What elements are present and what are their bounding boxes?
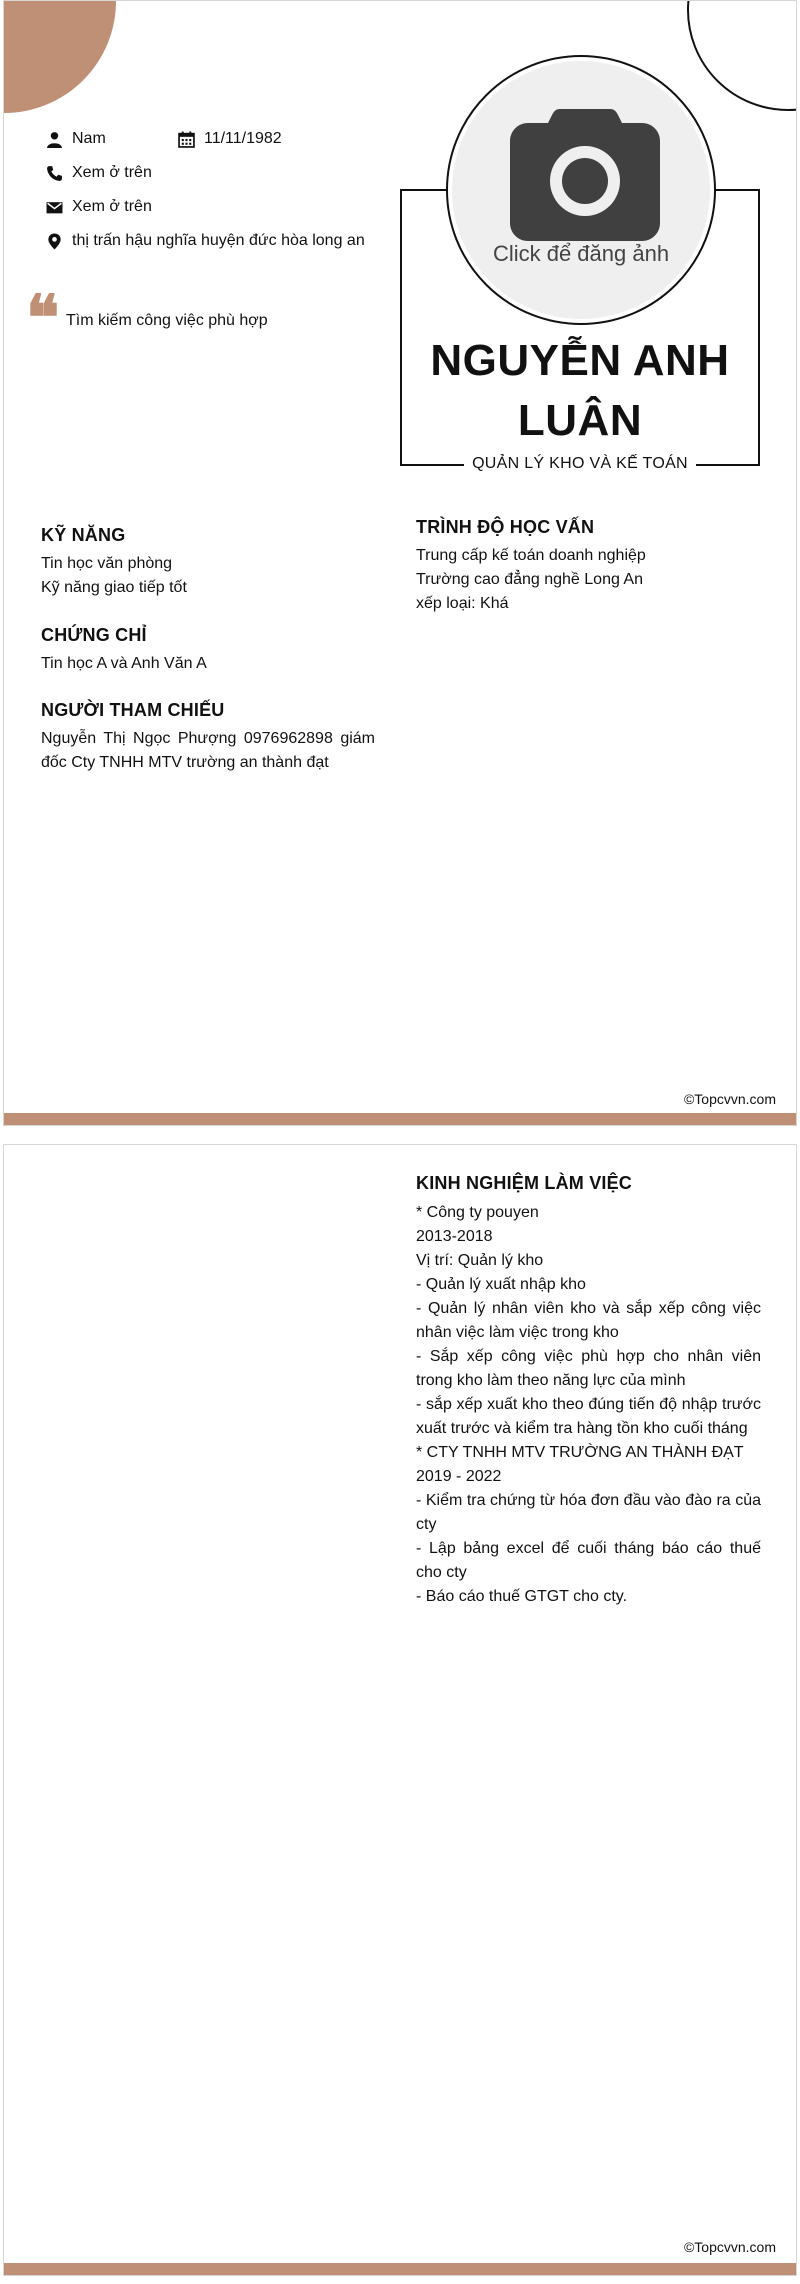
experience-line: * CTY TNHH MTV TRƯỜNG AN THÀNH ĐẠT [416,1444,744,1461]
experience-line: - Quản lý xuất nhập kho [416,1276,586,1293]
education-title: TRÌNH ĐỘ HỌC VẤN [416,517,595,537]
skills-title: KỸ NĂNG [41,525,126,545]
person-icon [44,129,64,149]
references-text[interactable]: Nguyễn Thị Ngọc Phượng 0976962898 giám đốc Cty TNHH MTV trường an thành đạt [41,730,375,771]
certificate-item: Tin học A và Anh Văn A [41,655,207,672]
experience-line: - Lập bảng excel để cuối tháng báo cáo thuế cho cty [416,1540,761,1581]
experience-line: Vị trí: Quản lý kho [416,1252,544,1269]
skill-item: Tin học văn phòng [41,555,173,572]
footer-accent-bar [4,2263,796,2275]
experience-line: 2013-2018 [416,1228,493,1245]
experience-line: - Quản lý nhân viên kho và sắp xếp công việc nhân việc làm việc trong kho [416,1300,761,1341]
avatar-placeholder [452,61,710,319]
mail-icon [44,197,64,217]
certificates-title: CHỨNG CHỈ [41,625,147,645]
copyright: ©Topcvvn.com [683,2239,776,2255]
contact-phone [44,163,152,183]
contact-email [44,197,152,217]
contact-address [44,231,365,251]
experience-line: 2019 - 2022 [416,1468,502,1485]
contact-gender [44,129,106,149]
birthday-value[interactable]: 11/11/1982 [204,130,282,147]
avatar-upload[interactable] [446,55,716,325]
skills-list[interactable] [41,552,381,600]
calendar-icon [176,129,196,149]
full-name-line-1: NGUYỄN ANH [430,336,730,385]
skill-item: Kỹ năng giao tiếp tốt [41,579,187,596]
map-pin-icon [44,231,64,251]
experience-line: - Sắp xếp công việc phù hợp cho nhân viên trong kho làm theo năng lực của mình [416,1348,761,1389]
experience-content[interactable] [416,1201,761,1609]
education-list[interactable] [416,544,761,616]
full-name[interactable] [402,331,758,451]
job-title-text: QUẢN LÝ KHO VÀ KẾ TOÁN [464,455,696,472]
education-item: Trung cấp kế toán doanh nghiệp [416,547,646,564]
decorative-circle-filled [3,0,116,113]
references-title: NGƯỜI THAM CHIẾU [41,700,225,720]
copyright: ©Topcvvn.com [683,1091,776,1107]
address-value[interactable]: thị trấn hậu nghĩa huyện đức hòa long an [72,232,365,249]
experience-title: KINH NGHIỆM LÀM VIỆC [416,1173,633,1193]
camera-icon [510,105,660,245]
quote-icon: ❝ [26,281,60,354]
certificates-list[interactable] [41,652,381,676]
job-title[interactable] [402,455,758,473]
cv-page-2 [3,1144,797,2276]
decorative-circle-outline [687,0,797,111]
upload-photo-label: Click để đăng ảnh [492,241,670,266]
full-name-line-2: LUÂN [517,396,643,445]
experience-line: * Công ty pouyen [416,1204,539,1221]
phone-icon [44,163,64,183]
experience-line: - sắp xếp xuất kho theo đúng tiến độ nhập trước xuất trước và kiểm tra hàng tồn kho cuối tháng [416,1396,761,1437]
gender-value[interactable]: Nam [72,130,106,147]
footer-accent-bar [4,1113,796,1125]
career-objective[interactable]: Tìm kiếm công việc phù hợp [66,312,268,329]
contact-birthday [176,129,282,149]
experience-line: - Báo cáo thuế GTGT cho cty. [416,1588,628,1605]
education-item: xếp loại: Khá [416,595,509,612]
email-value[interactable]: Xem ở trên [72,198,152,215]
cv-page-1 [3,0,797,1126]
education-item: Trường cao đẳng nghề Long An [416,571,643,588]
experience-line: - Kiểm tra chứng từ hóa đơn đầu vào đào ra của cty [416,1492,761,1533]
phone-value[interactable]: Xem ở trên [72,164,152,181]
